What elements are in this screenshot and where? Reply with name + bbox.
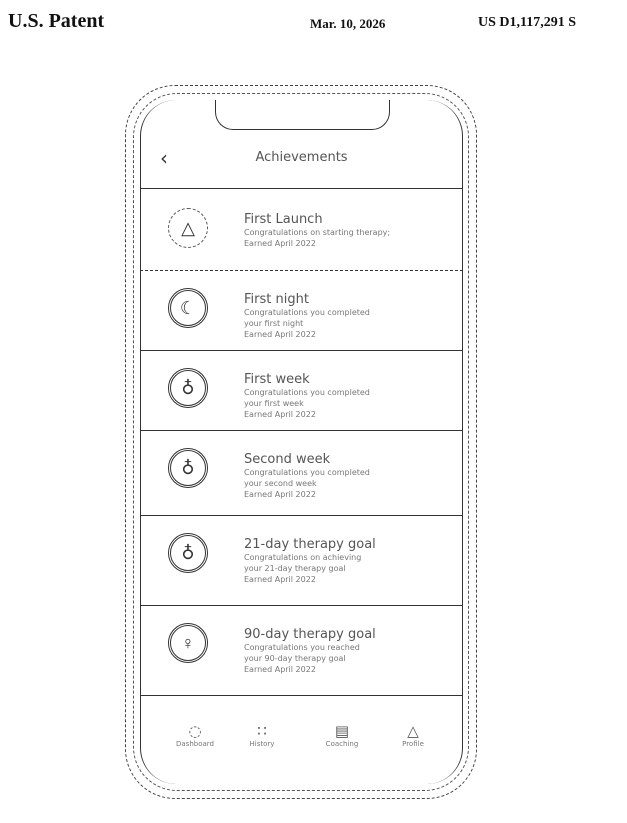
achievement-detail: Congratulations you completed — [244, 387, 370, 398]
patent-number: US D1,117,291 S — [478, 15, 576, 31]
medal-badge-icon: ♁ — [168, 368, 208, 408]
history-icon: ∷ — [232, 722, 292, 740]
achievement-title: First week — [244, 372, 370, 387]
achievement-detail: Earned April 2022 — [244, 238, 390, 249]
achievement-title: First night — [244, 292, 370, 307]
dashboard-icon: ◌ — [165, 722, 225, 740]
row-divider — [140, 270, 463, 271]
coaching-icon: ▤ — [312, 722, 372, 740]
achievement-detail: Earned April 2022 — [244, 329, 370, 340]
row-divider — [140, 430, 463, 431]
achievement-detail: Congratulations you completed — [244, 307, 370, 318]
row-divider — [140, 515, 463, 516]
achievement-title: 90-day therapy goal — [244, 627, 376, 642]
tab-profile[interactable]: △ Profile — [383, 722, 443, 748]
phone-notch — [215, 100, 390, 130]
profile-icon: △ — [383, 722, 443, 740]
achievement-detail: your 21-day therapy goal — [244, 563, 376, 574]
chevron-left-icon[interactable]: ‹ — [160, 146, 168, 170]
row-divider — [140, 605, 463, 606]
achievement-detail: your 90-day therapy goal — [244, 653, 376, 664]
moon-badge-icon: ☾ — [168, 288, 208, 328]
row-divider — [140, 350, 463, 351]
patent-date: Mar. 10, 2026 — [310, 16, 385, 32]
tab-coaching[interactable]: ▤ Coaching — [312, 722, 372, 748]
tab-dashboard[interactable]: ◌ Dashboard — [165, 722, 225, 748]
achievement-detail: Earned April 2022 — [244, 574, 376, 585]
achievement-detail: Congratulations on starting therapy; — [244, 227, 390, 238]
achievement-detail: Congratulations you completed — [244, 467, 370, 478]
achievement-detail: Congratulations on achieving — [244, 552, 376, 563]
achievement-detail: your first week — [244, 398, 370, 409]
achievement-detail: Earned April 2022 — [244, 664, 376, 675]
patent-label: U.S. Patent — [8, 10, 104, 33]
achievement-detail: Earned April 2022 — [244, 409, 370, 420]
mountain-badge-icon: △ — [168, 208, 208, 248]
achievement-detail: your second week — [244, 478, 370, 489]
medal-badge-icon: ♁ — [168, 533, 208, 573]
achievement-detail: your first night — [244, 318, 370, 329]
achievement-detail: Earned April 2022 — [244, 489, 370, 500]
medal-badge-icon: ♁ — [168, 448, 208, 488]
achievement-title: First Launch — [244, 212, 390, 227]
header-divider — [140, 188, 463, 189]
tab-history[interactable]: ∷ History — [232, 722, 292, 748]
achievement-title: 21-day therapy goal — [244, 537, 376, 552]
ribbon-badge-icon: ♀ — [168, 623, 208, 663]
page-title: Achievements — [140, 150, 463, 165]
phone-screen — [140, 100, 463, 784]
achievement-detail: Congratulations you reached — [244, 642, 376, 653]
tabbar-divider — [140, 695, 463, 696]
achievement-title: Second week — [244, 452, 370, 467]
